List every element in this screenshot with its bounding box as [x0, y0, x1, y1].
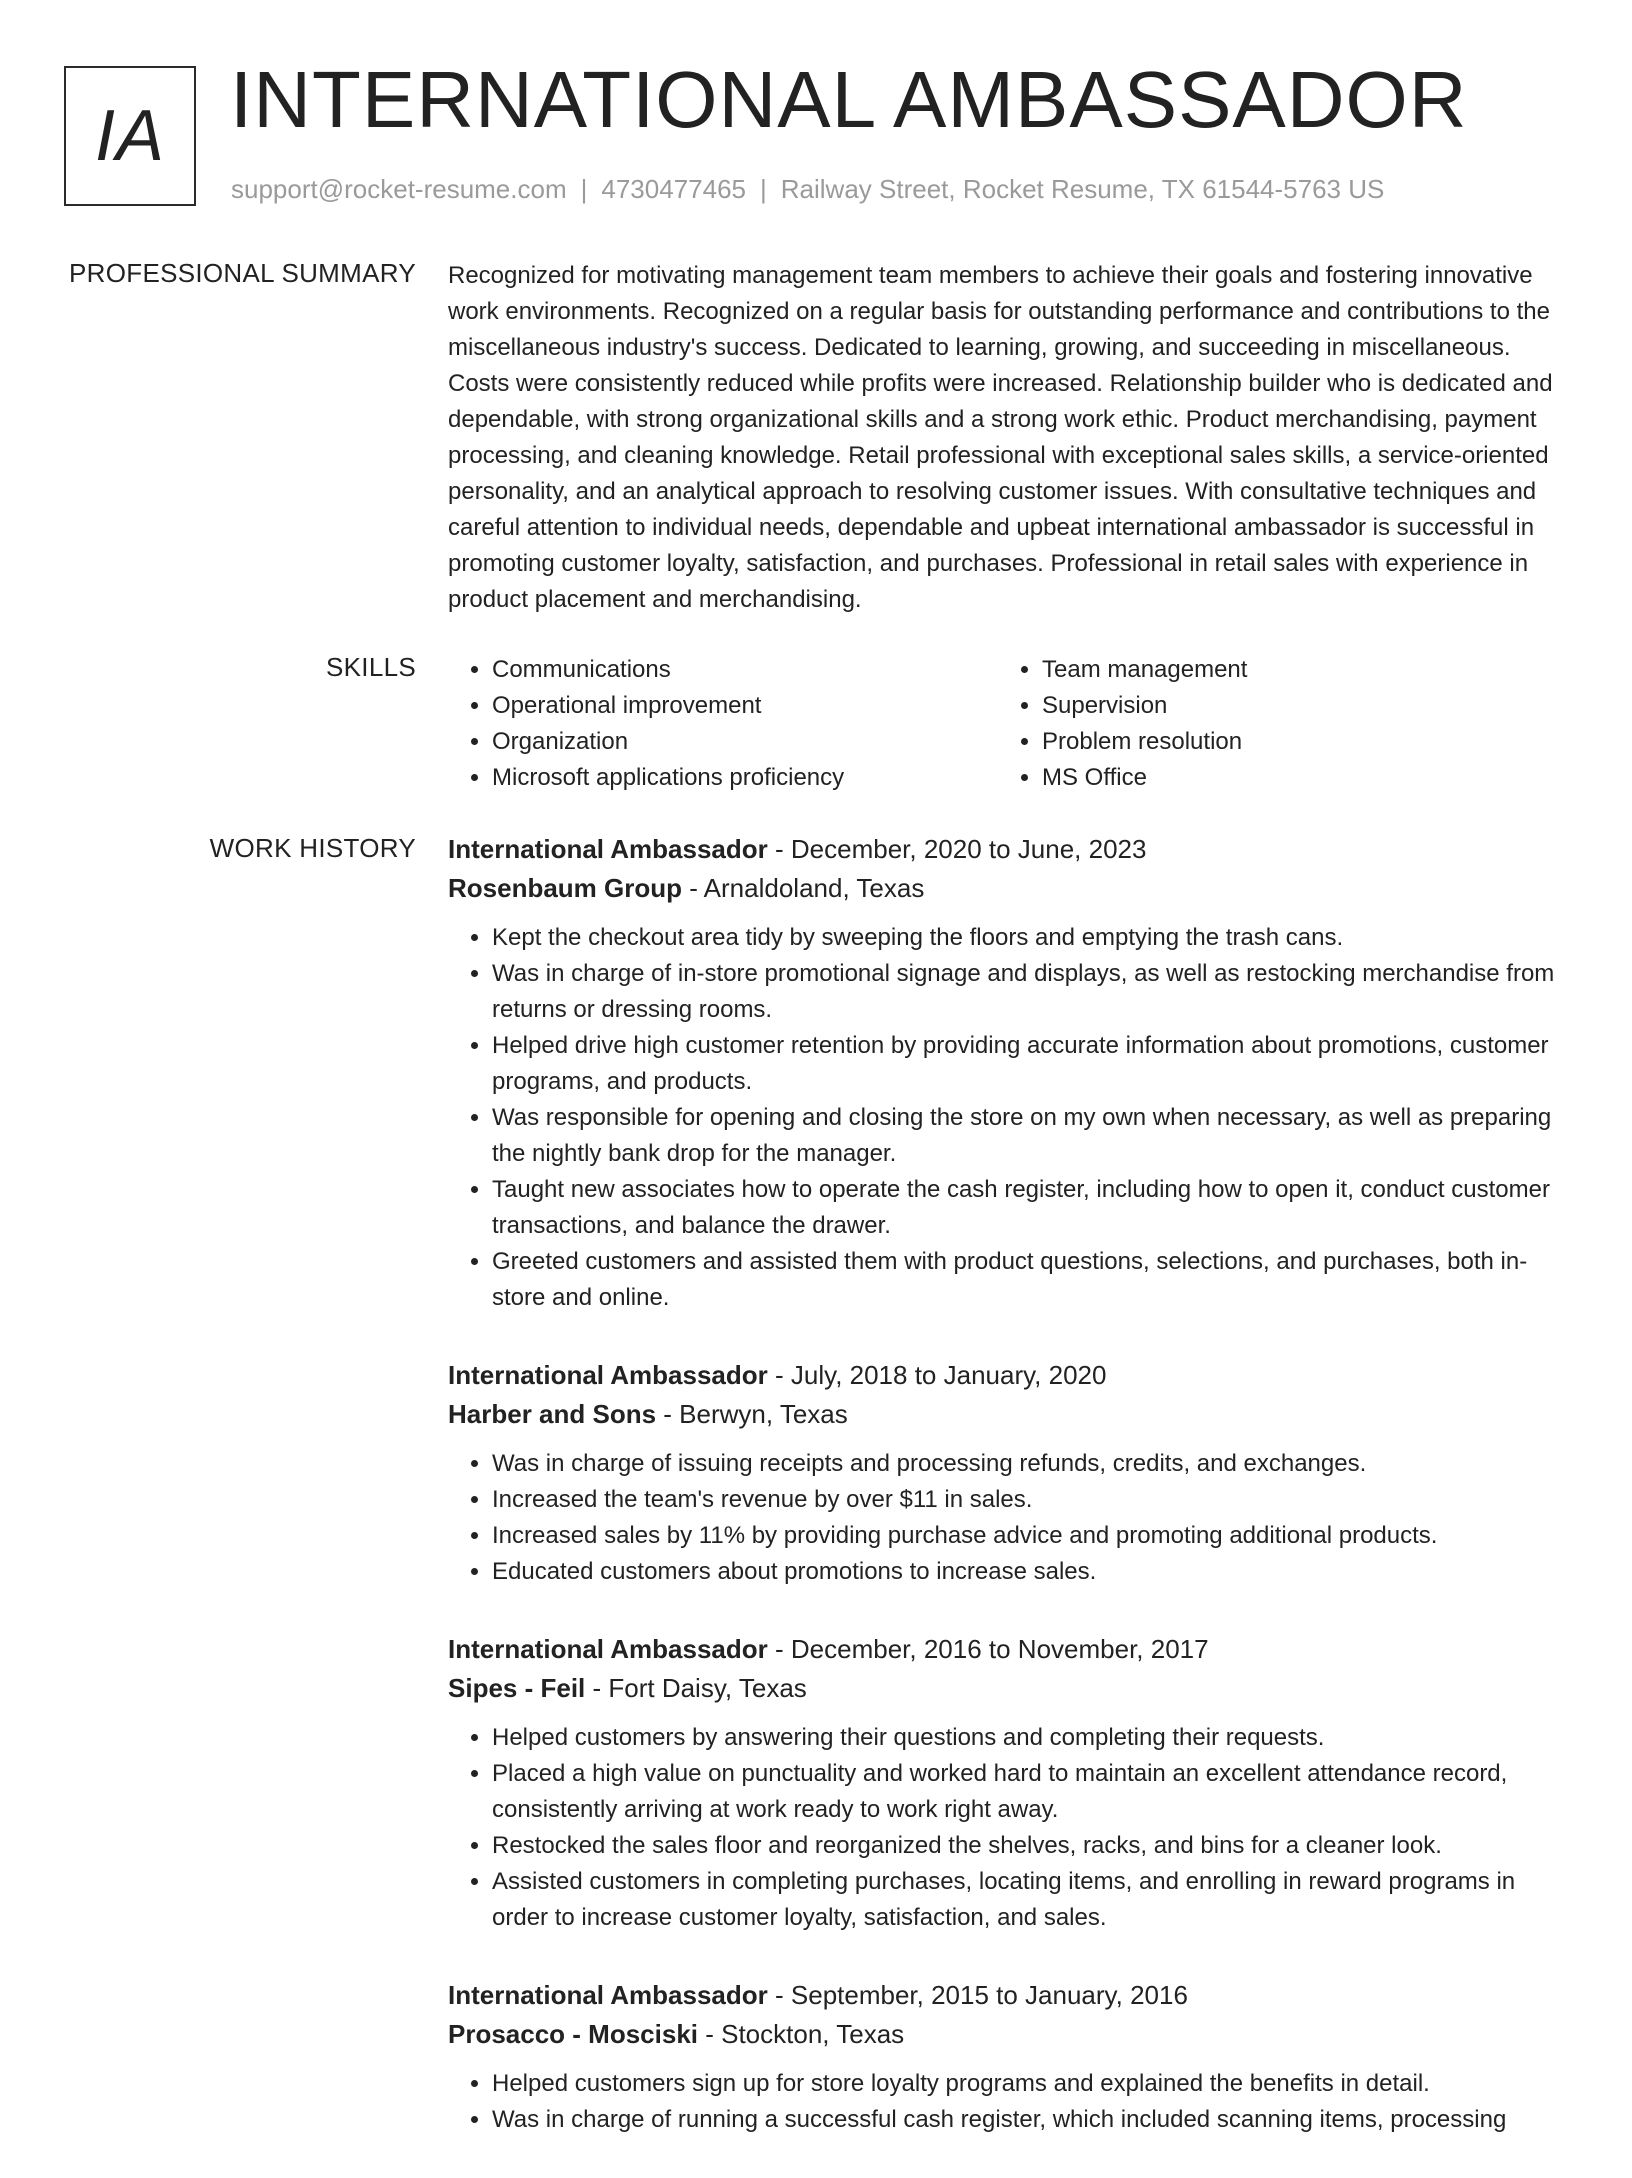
job-bullet: • Kept the checkout area tidy by sweeping the floors and emptying the trash cans. — [492, 920, 1564, 956]
section-label-skills: SKILLS — [326, 652, 416, 682]
job-company: Prosacco - Mosciski — [448, 2019, 698, 2049]
job-bullets — [448, 920, 1564, 1316]
contact-separator: | — [580, 174, 588, 204]
skills-grid — [448, 652, 1564, 796]
skill-item: • Microsoft applications proficiency — [492, 760, 998, 796]
job-bullet: • Placed a high value on punctuality and worked hard to maintain an excellent attendance record, consistently arriving at work ready to work right away. — [492, 1756, 1564, 1828]
job-location: - Fort Daisy, Texas — [585, 1673, 807, 1703]
job-bullets — [448, 1446, 1564, 1590]
job-bullets — [448, 1720, 1564, 1936]
job-title-line — [448, 1356, 1564, 1395]
contact-email[interactable]: support@rocket-resume.com — [231, 174, 567, 204]
contact-line — [231, 174, 1384, 205]
job-dates: - July, 2018 to January, 2020 — [767, 1360, 1107, 1390]
skills-section — [448, 652, 1564, 796]
job-bullet: • Educated customers about promotions to increase sales. — [492, 1554, 1564, 1590]
job-location: - Arnaldoland, Texas — [682, 873, 925, 903]
contact-separator: | — [760, 174, 767, 204]
job-location: - Berwyn, Texas — [656, 1399, 848, 1429]
job-title-line — [448, 1976, 1564, 2015]
section-label-summary: PROFESSIONAL SUMMARY — [69, 258, 416, 288]
skill-item: • Problem resolution — [1042, 724, 1548, 760]
summary-text: Recognized for motivating management team members to achieve their goals and fostering innovative work environments. Recognized on a regular basis for outstanding performance and contributions to the miscellaneous industry's success. Dedicated to learning, growing, and succeeding in miscellaneous. Costs were consistently reduced while profits were increased. Relationship builder who is dedicated and dependable, with strong organizational skills and a strong work ethic. Product merchandising, payment processing, and cleaning knowledge. Retail professional with exceptional sales skills, a service-oriented personality, and an analytical approach to resolving customer issues. With consultative techniques and careful attention to individual needs, dependable and upbeat international ambassador is successful in promoting customer loyalty, satisfaction, and purchases. Professional in retail sales with experience in product placement and merchandising. — [448, 262, 1553, 613]
job-dates: - December, 2020 to June, 2023 — [767, 834, 1147, 864]
job-title: International Ambassador — [448, 1980, 768, 2010]
job-location: - Stockton, Texas — [698, 2019, 905, 2049]
skill-item: • Operational improvement — [492, 688, 998, 724]
job-entry — [448, 830, 1564, 1316]
job-company-line — [448, 869, 1564, 908]
job-bullet: • Helped drive high customer retention by providing accurate information about promotions, customer programs, and products. — [492, 1028, 1564, 1100]
job-bullet: • Restocked the sales floor and reorganized the shelves, racks, and bins for a cleaner look. — [492, 1828, 1564, 1864]
skill-item: • Team management — [1042, 652, 1548, 688]
job-company: Rosenbaum Group — [448, 873, 683, 903]
job-company-line — [448, 2015, 1564, 2054]
skill-item: • Organization — [492, 724, 998, 760]
section-label-work: WORK HISTORY — [209, 833, 416, 863]
job-bullet: • Helped customers by answering their questions and completing their requests. — [492, 1720, 1564, 1756]
job-bullet: • Was in charge of issuing receipts and processing refunds, credits, and exchanges. — [492, 1446, 1564, 1482]
monogram-text: IA — [94, 96, 166, 176]
job-bullet: • Increased sales by 11% by providing purchase advice and promoting additional products. — [492, 1518, 1564, 1554]
job-title: International Ambassador — [448, 1360, 768, 1390]
job-dates: - September, 2015 to January, 2016 — [767, 1980, 1188, 2010]
job-entry — [448, 1630, 1564, 1936]
job-title-line — [448, 830, 1564, 869]
job-company-line — [448, 1395, 1564, 1434]
job-company-line — [448, 1669, 1564, 1708]
job-bullet: • Increased the team's revenue by over $11 in sales. — [492, 1482, 1564, 1518]
job-bullet: • Greeted customers and assisted them with product questions, selections, and purchases, both in-store and online. — [492, 1244, 1564, 1316]
summary-section — [448, 258, 1564, 618]
job-entry — [448, 1356, 1564, 1590]
monogram-logo — [64, 66, 196, 206]
job-dates: - December, 2016 to November, 2017 — [767, 1634, 1209, 1664]
job-title-line — [448, 1630, 1564, 1669]
skills-list-right — [998, 652, 1548, 796]
skill-item: • Supervision — [1042, 688, 1548, 724]
work-history-section — [448, 830, 1564, 2178]
job-bullet: • Was responsible for opening and closing the store on my own when necessary, as well as preparing the nightly bank drop for the manager. — [492, 1100, 1564, 1172]
job-bullet: • Helped customers sign up for store loyalty programs and explained the benefits in detail. — [492, 2066, 1564, 2102]
job-bullets — [448, 2066, 1564, 2138]
resume-name: INTERNATIONAL AMBASSADOR — [230, 55, 1468, 144]
contact-phone[interactable]: 4730477465 — [601, 174, 746, 204]
contact-address: Railway Street, Rocket Resume, TX 61544-5763 US — [780, 174, 1385, 204]
job-company: Harber and Sons — [448, 1399, 657, 1429]
skills-list-left — [448, 652, 998, 796]
job-title: International Ambassador — [448, 834, 768, 864]
job-title: International Ambassador — [448, 1634, 768, 1664]
job-bullet: • Was in charge of running a successful cash register, which included scanning items, processing — [492, 2102, 1564, 2138]
job-bullet: • Taught new associates how to operate the cash register, including how to open it, conduct customer transactions, and balance the drawer. — [492, 1172, 1564, 1244]
job-entry — [448, 1976, 1564, 2138]
job-bullet: • Was in charge of in-store promotional signage and displays, as well as restocking merchandise from returns or dressing rooms. — [492, 956, 1564, 1028]
job-company: Sipes - Feil — [448, 1673, 586, 1703]
skill-item: • MS Office — [1042, 760, 1548, 796]
job-bullet: • Assisted customers in completing purchases, locating items, and enrolling in reward programs in order to increase customer loyalty, satisfaction, and sales. — [492, 1864, 1564, 1936]
skill-item: • Communications — [492, 652, 998, 688]
